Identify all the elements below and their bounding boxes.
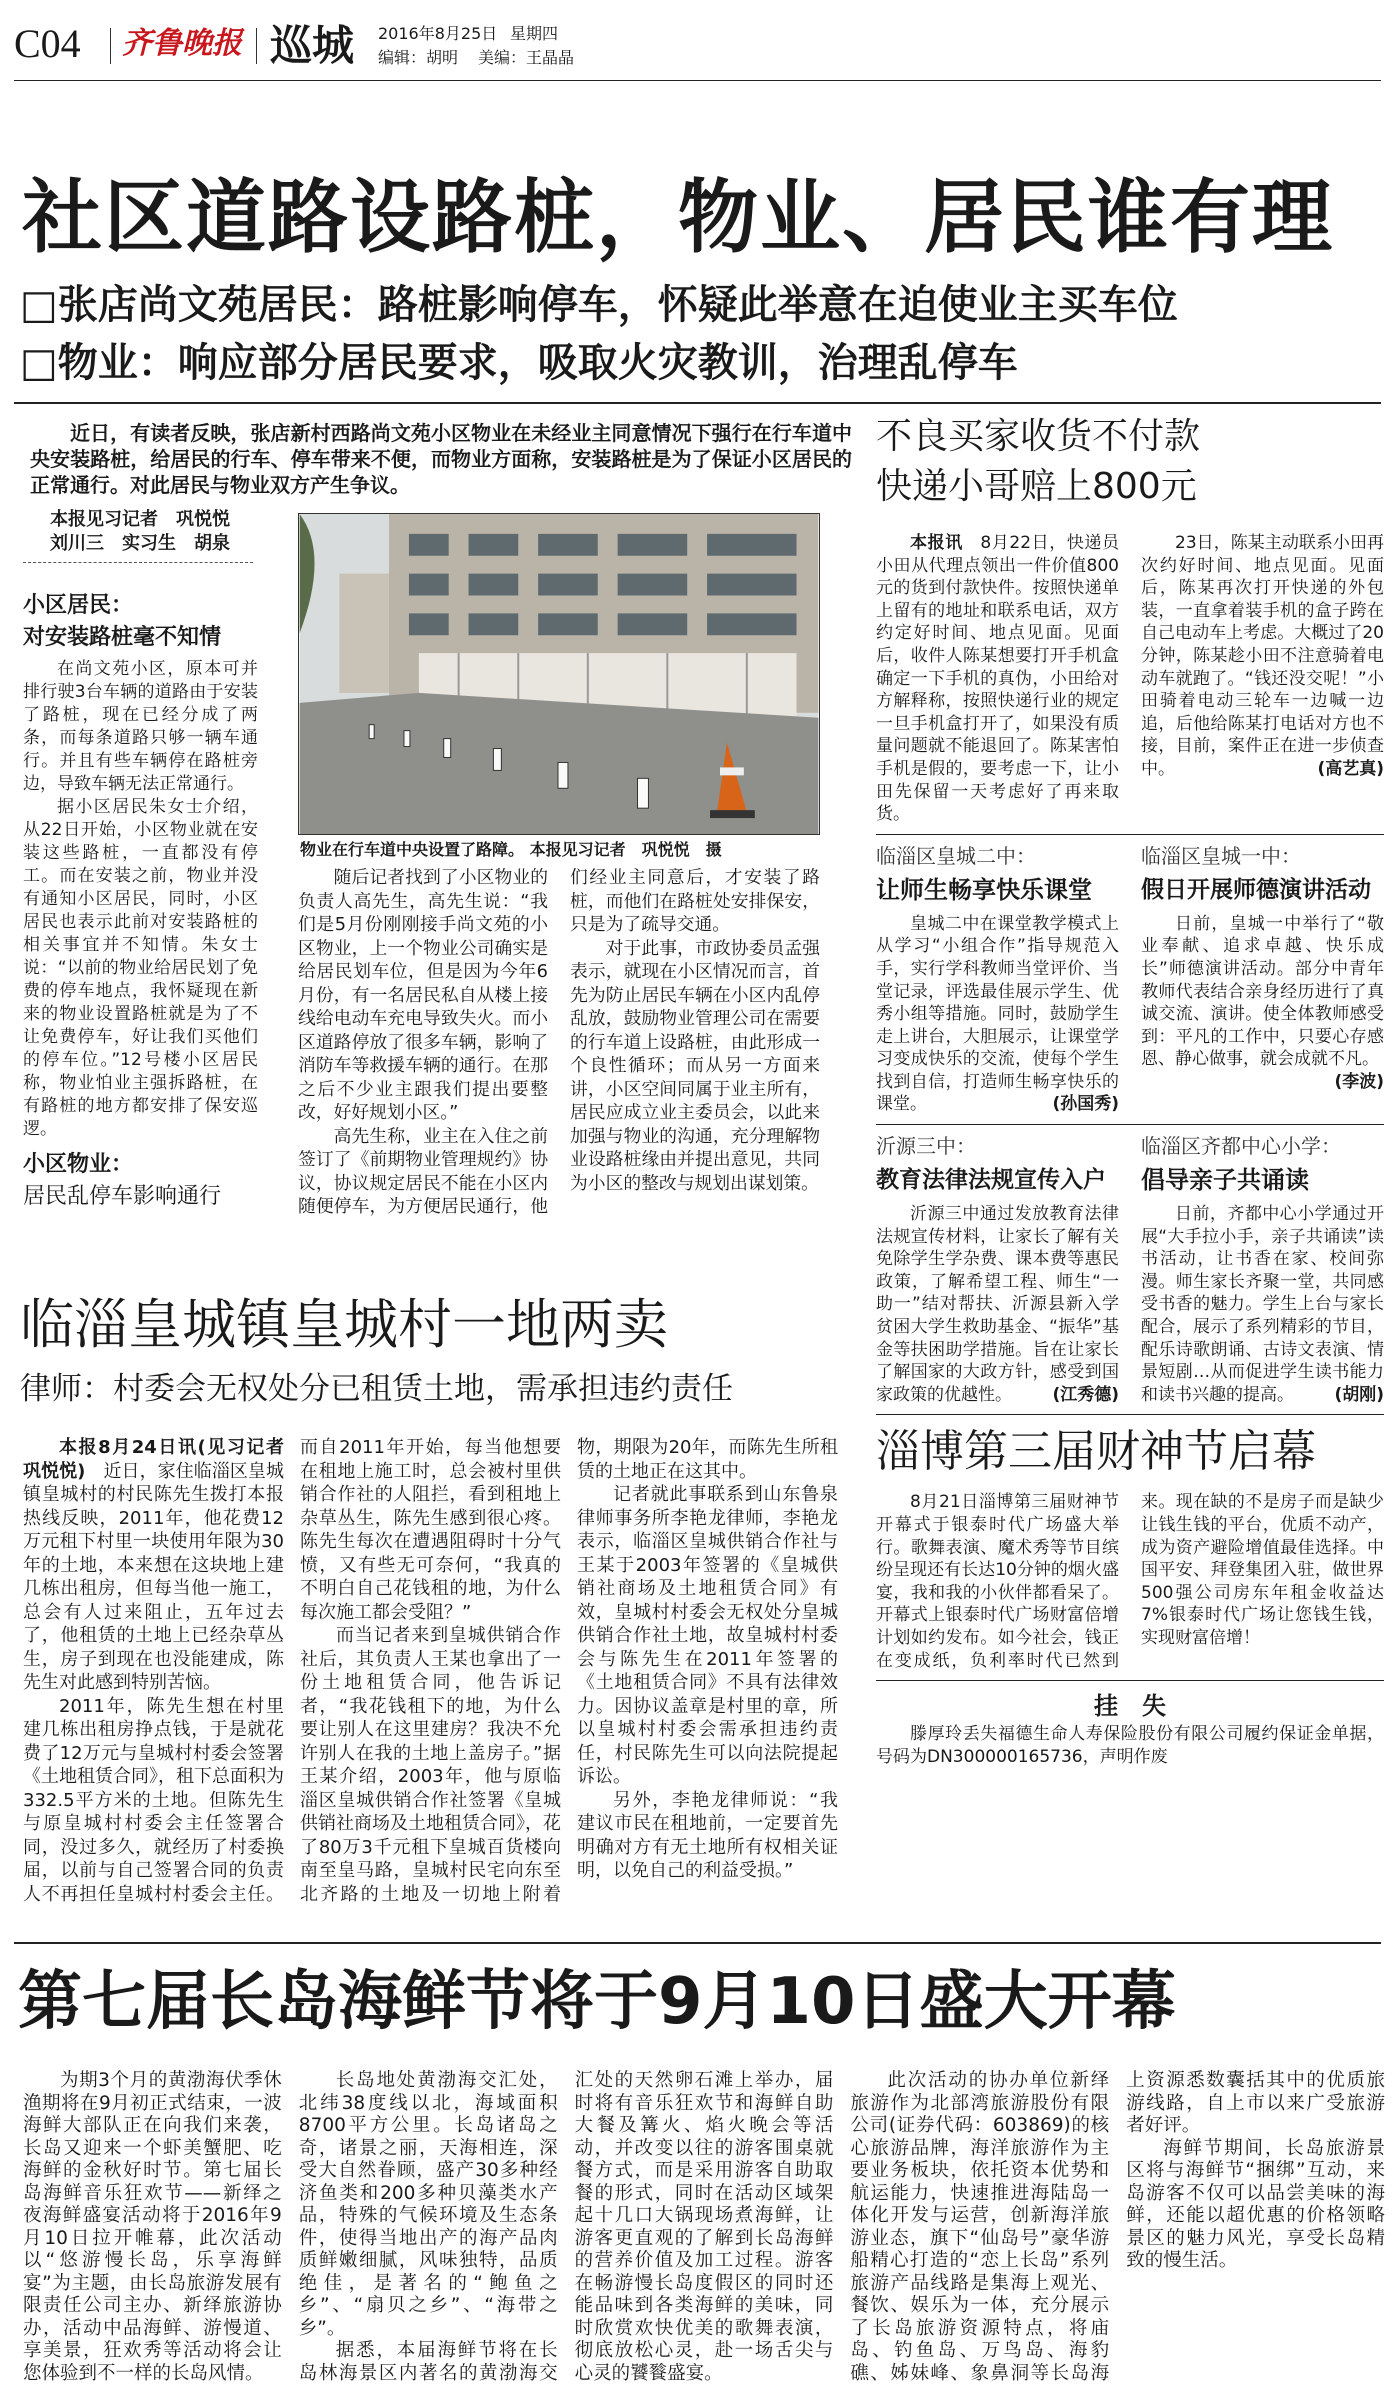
brief-text [876,913,1119,1116]
paragraph [876,532,1119,826]
brief-text-content: 日前，齐都中心小学通过开展“大手拉小手，亲子共诵读”读书活动，让书香在家、校间弥漫。师生家长齐聚一堂，共同感受书香的魅力。学生上台与家长配合，展示了系列精彩的节目，配乐诗歌朗诵、古诗文表演、情景短剧…从而促进学生读书能力和读书兴趣的提高。 [1141,1204,1384,1405]
section-title: 对安装路桩毫不知情 [23,625,222,650]
seafood-headline: 第七届长岛海鲜节将于9月10日盛大开幕 [18,1965,1176,2039]
divider [110,28,111,64]
brief-text [876,1203,1119,1406]
land-subhead: 律师：村委会无权处分已租赁土地，需承担违约责任 [20,1371,733,1407]
seafood-body [23,2070,1385,2385]
brief-title: 让师生畅享快乐课堂 [876,875,1092,904]
author: (高艺真) [1317,758,1384,779]
masthead [0,0,1395,76]
issue-date: 2016年8月25日 [378,24,498,43]
caishen-body [876,1491,1384,1672]
right-divider [876,834,1384,835]
headline-line: 不良买家收货不付款 [876,416,1201,457]
paragraph: 此次活动的协办单位新绎旅游作为北部湾旅游股份有限公司(证券代码：603869)的核心旅游品牌，海洋旅游作为主要业务板块，依托资本优势和航运能力，快速推进海陆岛一体化开发与运营，创新海洋旅游业态，旗下“仙岛号”豪华游船精心打造的“恋上长岛”系列旅游产品线路是集海上观光、餐饮、娱乐为一体，充分展示了长岛旅游资源特点，将庙岛、钓鱼岛、万鸟岛、海豹礁、姊妹峰、象鼻洞等长岛海上资源悉数囊括其中的优质旅游线路，自上市以来广受旅游者好评。 [850,2070,1385,2384]
headline-line: 快递小哥赔上800元 [876,466,1197,507]
paragraph-text: 23日，陈某主动联系小田再次约好时间、地点见面。见面后，陈某再次打开快递的外包装，一直拿着装手机的盒子跨在自己电动车上考虑。大概过了20分钟，陈某趁小田不注意骑着电动车就跑了。“钱还没交呢！”小田骑着电动三轮车一边喊一边追，后他给陈某打电话对方也不接，目前，案件正在进一步侦查中。 [1141,533,1384,779]
brief-row [876,1133,1384,1406]
paragraph: 另外，李艳龙律师说：“我建议市民在租地前，一定要首先明确对方有无土地所有权相关证明，以免自己的利益受损。” [577,1789,838,1881]
article1-subhead: □物业：响应部分居民要求，吸取火灾教训，治理乱停车 [20,340,1018,386]
paragraph: 据悉，本届海鲜节将在长岛林海景区内著名的黄渤海交汇处的天然卵石滩上举办，届时将有音乐狂欢节和海鲜自助大餐及篝火、焰火晚会等活动，并改变以往的游客围桌就餐方式，而是采用游客自助取餐的形式，同时在活动区域架起十几口大锅现场煮海鲜，让游客更直观的了解到长岛海鲜的营养价值及加工过程。游客在畅游慢长岛度假区的同时还能品味到各类海鲜的美味，同时欣赏欢快优美的歌舞表演，彻底放松心灵，赴一场舌尖与心灵的饕餮盛宴。 [298,2070,834,2384]
masthead-rule [14,80,1381,81]
byline-line: 刘川三 实习生 胡泉 [50,533,230,554]
brief-row [876,843,1384,1116]
brief-title: 倡导亲子共诵读 [1141,1166,1309,1195]
brief-kicker: 临淄区皇城一中： [1141,843,1301,868]
section-title: 小区居民： [23,593,134,618]
brief-kicker: 临淄区齐都中心小学： [1141,1134,1341,1159]
express-body [876,532,1384,826]
school-brief [876,1133,1119,1406]
byline-divider [23,562,253,563]
section-title: 小区物业： [23,1152,134,1177]
author: (李波) [1334,1071,1384,1092]
paragraph [1141,532,1384,781]
author: (胡刚) [1334,1384,1384,1405]
paragraph: 2011年，陈先生想在村里建几栋出租房挣点钱，于是就花费了12万元与皇城村村委会签署《土地租赁合同》，租下总面积为332.5平方米的土地。但陈先生与原皇城村村委会主任签署合同，没过多久，就经历了村委换届，以前与自己签署合同的负责人不再担任皇城村村委会主任。而自2011年开始，每当他想要在租地上施工时，总会被村里供销合作社的人阻拦，看到租地上杂草丛生，陈先生感到很心疼。陈先生每次在遭遇阻碍时十分气愤，又有些无可奈何，“我真的不明白自己花钱租的地，为什么每次施工都会受阻？” [23,1437,561,1905]
article1-lead [30,420,852,498]
brief-kicker: 临淄区皇城二中： [876,843,1036,868]
editor-credit: 编辑：胡明 [378,48,459,67]
brief-text-content: 日前，皇城一中举行了“敬业奉献、追求卓越、快乐成长”师德演讲活动。部分中青年教师代表结合亲身经历进行了真诚交流、演讲。使全体教师感受到：平凡的工作中，只要心存感恩、静心做事，就会成就不凡。 [1141,913,1384,1070]
right-divider [876,1124,1384,1125]
paragraph: 为期3个月的黄渤海伏季休渔期将在9月初正式结束，一波海鲜大部队正在向我们来袭，长岛又迎来一个虾美蟹肥、吃海鲜的金秋好时节。第七届长岛海鲜音乐狂欢节——新绎之夜海鲜盛宴活动将于2016年9月10日拉开帷幕，此次活动以“悠游慢长岛，乐享海鲜宴”为主题，由长岛旅游发展有限责任公司主办、新绎旅游协办，活动中品海鲜、游慢道、享美景，狂欢秀等活动将会让您体验到不一样的长岛风情。 [23,2070,282,2384]
paragraph: 在尚文苑小区，原本可并排行驶3台车辆的道路由于安装了路桩，现在已经分成了两条，而每条道路只够一辆车通行。并且有些车辆停在路桩旁边，导致车辆无法正常通行。 [23,659,258,794]
land-headline: 临淄皇城镇皇城村一地两卖 [20,1293,668,1356]
school-brief [876,843,1119,1116]
brief-text-content: 沂源三中通过发放教育法律法规宣传材料，让家长了解有关免除学生学杂费、课本费等惠民政策，了解希望工程、师生“一助一”结对帮扶、沂源县新入学贫困大学生救助基金、“振华”基金等扶困助学措施。旨在让家长了解国家的大政方针，感受到国家政策的优越性。 [876,1204,1119,1405]
author: (江秀德) [1052,1384,1119,1405]
caishen-headline: 淄博第三届财神节启幕 [876,1426,1316,1478]
lead-prefix: 本报8月24日讯(见习记者 巩悦悦) [23,1437,284,1482]
brief-text [1141,1203,1384,1406]
brief-text [1141,913,1384,1092]
paragraph: 海鲜节期间，长岛旅游景区将与海鲜节“捆绑”互动，来岛游客不仅可以品尝美味的海鲜，还能以超优惠的价格领略景区的魅力风光，享受长岛精致的慢生活。 [1126,2137,1385,2271]
brief-title: 教育法律法规宣传入户 [876,1167,1106,1194]
express-headline [876,412,1384,512]
section-title: 居民乱停车影响通行 [23,1184,222,1209]
paragraph: 高先生称，业主在入住之前签订了《前期物业管理规约》协议，协议规定居民不能在小区内随便停车，为方便居民通行，他们经业主同意后，才安装了路桩，而他们在路桩处安排保安，只是为了疏导交通。 [298,867,820,1217]
article1-section2-body [298,866,820,1219]
lead-text: 近日，有读者反映，张店新村西路尚文苑小区物业在未经业主同意情况下强行在行车道中央安装路桩，给居民的行车、停车带来不便，而物业方面称，安装路桩是为了保证小区居民的正常通行。对此居民与物业双方产生争议。 [30,421,852,497]
school-brief [1141,1133,1384,1406]
paragraph: 而当记者来到皇城供销合作社后，其负责人王某也拿出了一份土地租赁合同，他告诉记者，“我花钱租下的地，为什么要让别人在这里建房？我决不允许别人在我的土地上盖房子。”据王某介绍，2003年，他与原临淄区皇城供销合作社签署《皇城供销社商场及土地租赁合同》，花了80万3千元租下皇城百货楼向南至皇马路，皇城村民宅向东至北齐路的土地及一切地上附着物，期限为20年，而陈先生所租赁的土地正在这其中。 [300,1437,838,1905]
paragraph-text: 8月22日，快递员小田从代理点领出一件价值800元的货到付款快件。按照快递单上留有的地址和联系电话，双方约定好时间、地点见面。见面后，收件人陈某想要打开手机盒确定一下手机的真伪，小田给对方解释称，按照快递行业的规定一旦手机盒打开了，如果没有质量问题就不能退回了。陈某害怕手机是假的，要考虑一下，让小田先保留一天考虑好了再来取货。 [876,533,1120,825]
lead-prefix: 本报讯 [910,533,963,553]
designer-credit: 美编：王晶晶 [478,48,575,67]
page-number: C04 [14,21,81,66]
paragraph: 长岛地处黄渤海交汇处，北纬38度线以北，海域面积8700平方公里。长岛诸岛之奇，诸景之丽，天海相连，深受大自然眷顾，盛产30多种经济鱼类和200多种贝藻类水产品，特殊的气候环境及生态条件，使得当地出产的海产品肉质鲜嫩细腻，风味独特，品质绝佳，是著名的“鲍鱼之乡”、“扇贝之乡”、“海带之乡”。 [298,2070,558,2339]
paragraph: 对于此事，市政协委员孟强表示，就现在小区情况而言，首先为防止居民车辆在小区内乱停乱放，鼓励物业管理公司在需要的行车道上设路桩，由此形成一个良性循环；而从另一方面来讲，小区空间同属于业主所有，居民应成立业主委员会，以此来加强与物业的沟通，充分理解物业设路桩缘由并提出意见，共同为小区的整改与规划出谋划策。 [570,937,820,1194]
article1-headline: 社区道路设路桩，物业、居民谁有理 [22,171,1334,264]
school-brief [1141,843,1384,1116]
road-bollards-photo [299,514,819,834]
paper-logo: 齐鲁晚报 [122,26,242,61]
issue-weekday: 星期四 [510,24,559,43]
lost-notice-text: 滕厚玲丢失福德生命人寿保险股份有限公司履约保证金单据，号码为DN300000165736，声明作废 [876,1724,1384,1767]
article1-subhead: □张店尚文苑居民：路桩影响停车，怀疑此举意在迫使业主买车位 [20,282,1178,328]
article1-photo [298,513,820,835]
right-divider [876,1414,1384,1415]
paragraph: 随后记者找到了小区物业的负责人高先生，高先生说：“我们是5月份刚刚接手尚文苑的小区物业，上一个物业公司确实是给居民划车位，但是因为今年6月份，有一名居民私自从楼上接线给电动车充电导致失火。而小区道路停放了很多车辆，影响了消防车等救援车辆的通行。在那之后不少业主跟我们提出要整改，好好规划小区。” [298,867,548,1123]
brief-kicker: 沂源三中： [876,1134,976,1159]
land-body [23,1436,838,1906]
notice-divider [876,1680,1384,1681]
seafood-top-rule [14,1942,1381,1944]
lost-notice-title: 挂 失 [1094,1692,1166,1721]
brief-text-content: 皇城二中在课堂教学模式上从学习“小组合作”指导规范入手，实行学科教师当堂评价、当堂记录，评选最佳展示学生、优秀小组等措施。同时，鼓励学生走上讲台，大胆展示，让课堂学习变成快乐的交流，使每个学生找到自信，打造师生畅享快乐的课堂。 [876,913,1119,1115]
article1-byline [50,508,280,556]
paragraph [23,1436,284,1695]
lost-notice [876,1723,1384,1768]
section-name: 巡城 [270,21,355,70]
article1-section1 [23,590,258,1213]
headline-rule [14,402,1381,404]
author: (孙国秀) [1052,1094,1119,1115]
paragraph-text: 近日，家住临淄区皇城镇皇城村的村民陈先生拨打本报热线反映，2011年，他花费12万元租下村里一块使用年限为30年的土地，本来想在这块地上建几栋出租房，但每当他一施工，总会有人过来阻止，五年过去了，他租赁的土地上已经杂草丛生，房子到现在也没能建成，陈先生对此感到特别苦恼。 [23,1460,284,1693]
brief-title: 假日开展师德演讲活动 [1141,876,1371,903]
right-column [876,412,1384,1768]
photo-caption: 物业在行车道中央设置了路障。 本报见习记者 巩悦悦 摄 [300,840,722,859]
byline-line: 本报见习记者 巩悦悦 [50,509,230,530]
paragraph: 8月21日淄博第三届财神节开幕式于银泰时代广场盛大举行。歌舞表演、魔术秀等节目缤纷呈现还有长达10分钟的烟火盛宴，我和我的小伙伴都看呆了。开幕式上银泰时代广场财富倍增计划如约发布。如今社会，钱正在变成纸，负利率时代已然到来。现在缺的不是房子而是缺少让钱生钱的平台，优质不动产，成为资产避险增值最佳选择。中国平安、拜登集团入驻，做世界500强公司房东年租金收益达7%银泰时代广场让您钱生钱，实现财富倍增！ [876,1492,1384,1671]
paragraph: 记者就此事联系到山东鲁泉律师事务所李艳龙律师，李艳龙表示，临淄区皇城供销合作社与王某于2003年签署的《皇城供销社商场及土地租赁合同》有效，皇城村村委会无权处分皇城供销合作社土地，故皇城村村委会与陈先生在2011年签署的《土地租赁合同》不具有法律效力。因协议盖章是村里的章，所以皇城村村委会需承担违约责任，村民陈先生可以向法院提起诉讼。 [577,1484,838,1787]
divider [256,28,257,64]
paragraph: 据小区居民朱女士介绍，从22日开始，小区物业就在安装这些路桩，一直都没有停工。而在安装之前，物业并没有通知小区居民，同时，小区居民也表示此前对安装路桩的相关事宜并不知情。朱女士说：“以前的物业给居民划了免费的停车地点，我怀疑现在新来的物业设置路桩就是为了不让免费停车，好让我们买他们的停车位。”12号楼小区居民称，物业怕业主强拆路桩，在有路桩的地方都安排了保安巡逻。 [23,797,258,1139]
